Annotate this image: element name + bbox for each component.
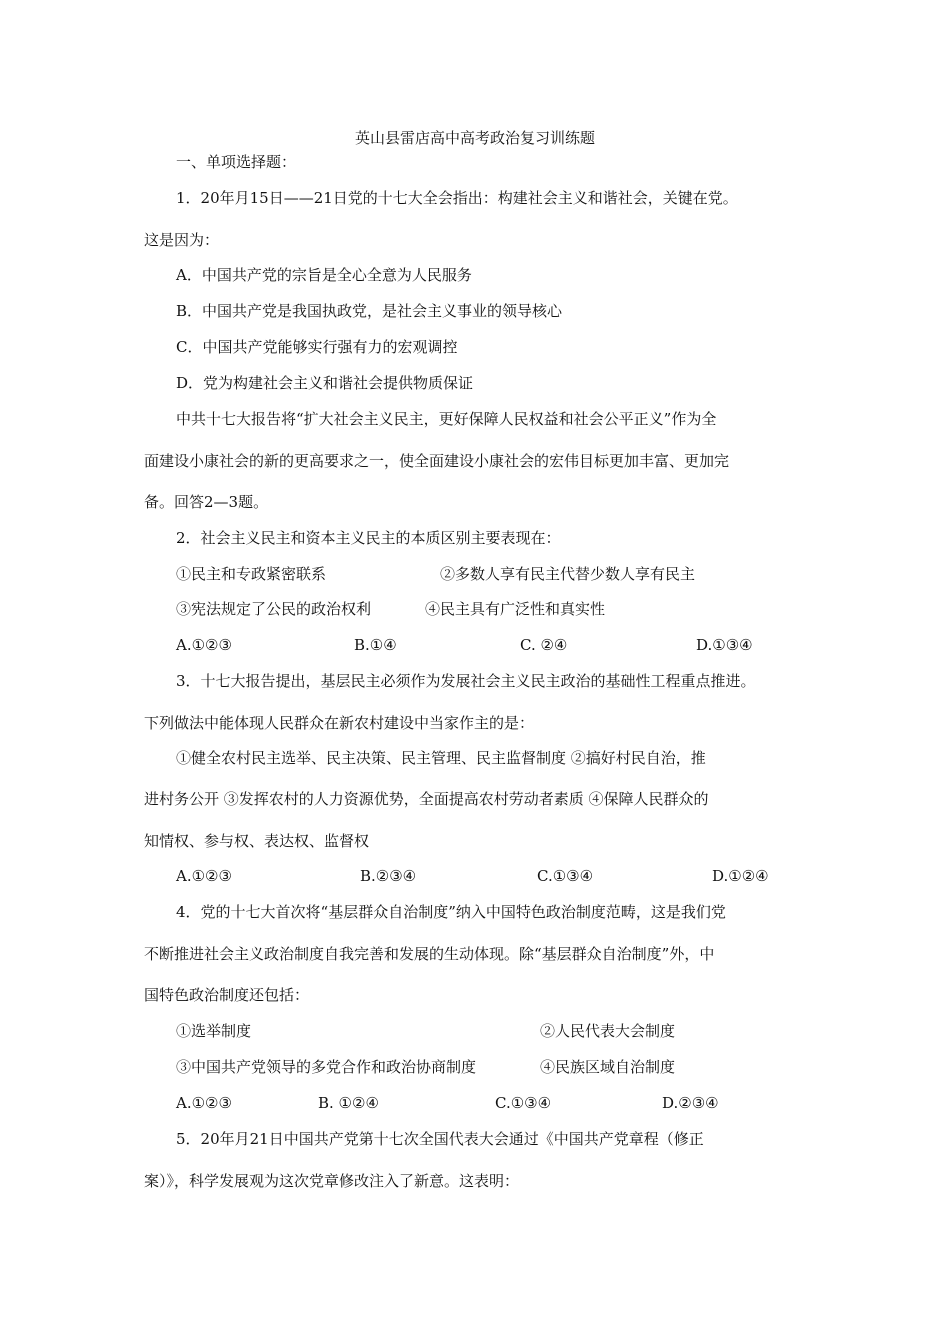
q2-option-d: D.①③④ xyxy=(696,636,753,654)
q3-body-line-3: 知情权、参与权、表达权、监督权 xyxy=(144,832,370,850)
q5-stem: 5．20年月21日中国共产党第十七次全国代表大会通过《中国共产党章程（修正 xyxy=(176,1130,704,1148)
q4-stem-cont-1: 不断推进社会主义政治制度自我完善和发展的生动体现。除“基层群众自治制度”外，中 xyxy=(144,945,715,963)
document-title: 英山县雷店高中高考政治复习训练题 xyxy=(354,129,595,147)
q4-option-a: A.①②③ xyxy=(176,1094,232,1112)
q2-stem: 2．社会主义民主和资本主义民主的本质区别主要表现在： xyxy=(176,529,561,547)
q5-stem-cont: 案）》，科学发展观为这次党章修改注入了新意。这表明： xyxy=(144,1172,520,1190)
passage-line-2: 面建设小康社会的新的更高要求之一，使全面建设小康社会的宏伟目标更加丰富、更加完 xyxy=(144,452,730,470)
passage-line-3: 备。回答2—3题。 xyxy=(144,493,269,511)
q2-item-4: ④民主具有广泛性和真实性 xyxy=(425,600,606,618)
q1-stem-cont: 这是因为： xyxy=(144,231,220,249)
q3-stem: 3．十七大报告提出，基层民主必须作为发展社会主义民主政治的基础性工程重点推进。 xyxy=(176,672,756,690)
q3-option-d: D.①②④ xyxy=(712,867,769,885)
q4-item-3: ③中国共产党领导的多党合作和政治协商制度 xyxy=(176,1058,477,1076)
q4-option-c: C.①③④ xyxy=(495,1094,552,1112)
q3-body-line-1: ①健全农村民主选举、民主决策、民主管理、民主监督制度 ②搞好村民自治，推 xyxy=(176,749,706,767)
q4-stem: 4．党的十七大首次将“基层群众自治制度”纳入中国特色政治制度范畴，这是我们党 xyxy=(176,903,726,921)
q4-stem-cont-2: 国特色政治制度还包括： xyxy=(144,986,310,1004)
q4-item-2: ②人民代表大会制度 xyxy=(540,1022,676,1040)
q1-option-b: B．中国共产党是我国执政党，是社会主义事业的领导核心 xyxy=(176,302,563,320)
q4-item-4: ④民族区域自治制度 xyxy=(540,1058,676,1076)
q2-option-b: B.①④ xyxy=(354,636,397,654)
section-heading: 一、单项选择题： xyxy=(176,153,297,171)
q4-option-b: B. ①②④ xyxy=(318,1094,379,1112)
q4-item-1: ①选举制度 xyxy=(176,1022,252,1040)
q1-option-c: C．中国共产党能够实行强有力的宏观调控 xyxy=(176,338,458,356)
q2-option-a: A.①②③ xyxy=(176,636,232,654)
q4-option-d: D.②③④ xyxy=(662,1094,719,1112)
q2-item-3: ③宪法规定了公民的政治权利 xyxy=(176,600,372,618)
q3-option-c: C.①③④ xyxy=(537,867,594,885)
q1-option-a: A．中国共产党的宗旨是全心全意为人民服务 xyxy=(176,266,472,284)
q3-option-a: A.①②③ xyxy=(176,867,232,885)
q1-stem: 1．20年月15日——21日党的十七大全会指出：构建社会主义和谐社会，关键在党。 xyxy=(176,189,738,207)
q2-item-1: ①民主和专政紧密联系 xyxy=(176,565,327,583)
q1-option-d: D．党为构建社会主义和谐社会提供物质保证 xyxy=(176,374,474,392)
q3-body-line-2: 进村务公开 ③发挥农村的人力资源优势，全面提高农村劳动者素质 ④保障人民群众的 xyxy=(144,790,709,808)
q2-item-2: ②多数人享有民主代替少数人享有民主 xyxy=(440,565,696,583)
q3-stem-cont: 下列做法中能体现人民群众在新农村建设中当家作主的是： xyxy=(144,714,535,732)
q2-option-c: C. ②④ xyxy=(520,636,568,654)
passage-line-1: 中共十七大报告将“扩大社会主义民主，更好保障人民权益和社会公平正义”作为全 xyxy=(176,410,717,428)
q3-option-b: B.②③④ xyxy=(360,867,417,885)
